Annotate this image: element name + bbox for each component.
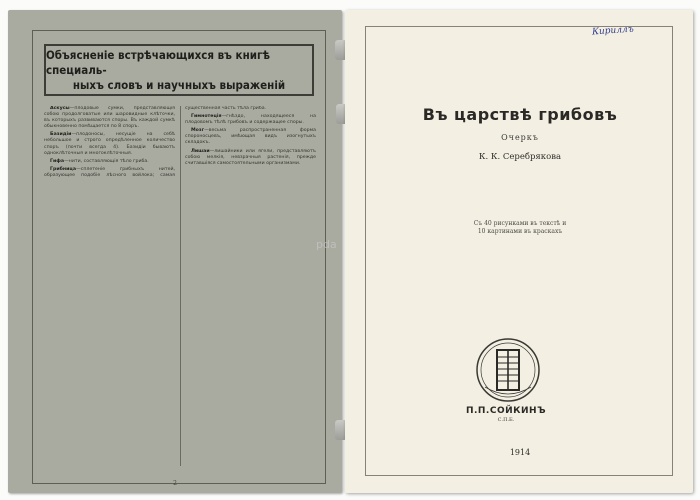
illustrations-note-line-1: Съ 40 рисунками въ текстѣ и: [473, 220, 567, 227]
publication-year: 1914: [509, 448, 531, 457]
glossary-definition: —плодоносы, несущіе на себѣ небольшое и строго опредѣленное количество споръ (почти всегда 4). Базидіи бываютъ одноклѣточныя и многоклѣточныя.: [44, 132, 175, 156]
book-title: Въ царствѣ грибовъ: [422, 105, 618, 124]
handwritten-note: Кириллъ: [591, 24, 635, 38]
glossary-entry: [44, 159, 175, 165]
left-cover-page: [8, 10, 342, 493]
illustrations-note-line-2: 10 картинами въ краскахъ: [477, 228, 563, 235]
glossary-entry: [44, 106, 175, 130]
left-page-number: 2: [173, 480, 177, 487]
author-name: К. К. Серебрякова: [478, 152, 562, 162]
glossary-term: Базидіи: [50, 132, 72, 138]
glossary-definition: —плодовые сумки, представляющія собою продолговатые или шаровидные клѣточки, въ которыхъ развиваются споры. Въ каждой сумкѣ обыкновенно помѣщается по 8 споръ.: [44, 106, 175, 130]
glossary-term: Мозг: [191, 128, 205, 134]
genre-label: Очеркъ: [501, 133, 539, 142]
glossary-entry: [44, 132, 175, 156]
watermark-text: pda: [316, 238, 337, 251]
glossary-definition: —нити, составляющія тѣло гриба.: [64, 158, 149, 164]
glossary-body: [44, 106, 316, 466]
title-page: [345, 10, 693, 493]
glossary-heading-line-2: ныхъ словъ и научныхъ выраженій: [72, 77, 286, 92]
glossary-definition: —лишайники или ягели, представляютъ собою мелкія, невзрачныя растенія, прежде считавшіяся самостоятельными организмами.: [185, 148, 316, 166]
glossary-entry: [185, 149, 316, 167]
publisher-emblem-icon: [473, 335, 543, 405]
glossary-term: Гифа: [50, 158, 65, 164]
glossary-heading-box: [44, 44, 314, 96]
glossary-definition: —гнѣздо, находящееся на плодовомъ тѣлѣ грибовъ и содержащее споры.: [185, 114, 316, 126]
glossary-definition: —весьма распространенная форма спороносцевъ, имѣющая видъ изогнутыхъ складокъ.: [185, 128, 316, 146]
glossary-term: Грибница: [50, 166, 77, 172]
glossary-entry: [185, 128, 316, 146]
publisher-name: П.П.СОЙКИНЪ: [465, 406, 547, 416]
illustrations-note: [385, 220, 655, 236]
glossary-term: Аскусы: [50, 106, 70, 111]
glossary-term: Гимнотеція: [191, 114, 222, 120]
publisher-city: С.П.Б.: [497, 417, 515, 423]
glossary-term: Лишаи: [191, 148, 210, 154]
glossary-definition: —сплетеніе грибныхъ нитей, образующее подобіе лѣсного войлока; самая существенная часть тѣла гриба.: [44, 106, 267, 178]
glossary-entry: [185, 114, 316, 126]
glossary-heading-line-1: Объясненіе встрѣчающихся въ книгѣ специаль-: [46, 47, 270, 77]
